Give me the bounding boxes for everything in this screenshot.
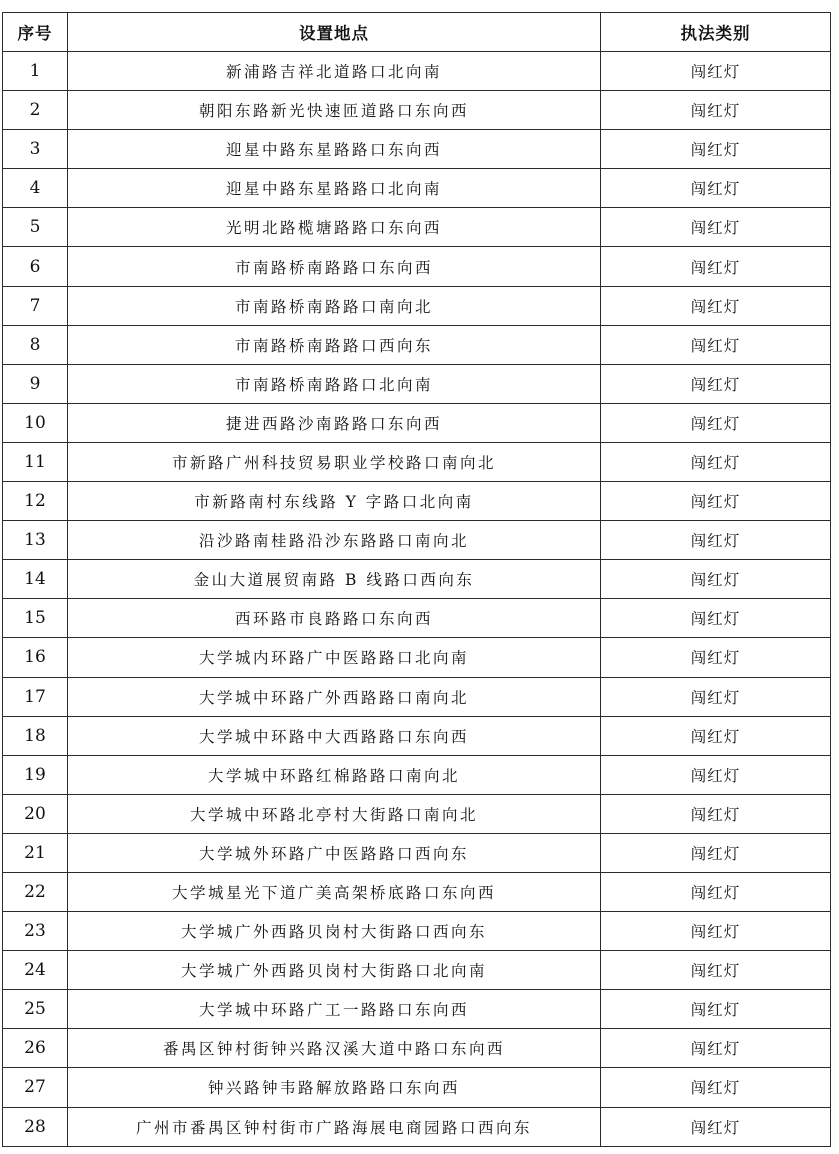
- row-location: 市南路桥南路路口北向南: [68, 364, 601, 403]
- row-location: 大学城中环路北亭村大街路口南向北: [68, 794, 601, 833]
- row-index: 3: [3, 130, 68, 169]
- row-category: 闯红灯: [601, 247, 831, 286]
- table-row: [3, 403, 831, 442]
- table-row: [3, 638, 831, 677]
- table-row: [3, 364, 831, 403]
- row-index: 12: [3, 482, 68, 521]
- row-category: 闯红灯: [601, 364, 831, 403]
- row-index: 9: [3, 364, 68, 403]
- row-index: 22: [3, 872, 68, 911]
- row-index: 2: [3, 91, 68, 130]
- row-category: 闯红灯: [601, 208, 831, 247]
- row-location: 迎星中路东星路路口北向南: [68, 169, 601, 208]
- row-location: 大学城中环路红棉路路口南向北: [68, 755, 601, 794]
- row-category: 闯红灯: [601, 599, 831, 638]
- table-row: [3, 872, 831, 911]
- table-row: [3, 442, 831, 481]
- row-index: 25: [3, 990, 68, 1029]
- row-index: 10: [3, 403, 68, 442]
- row-location: 金山大道展贸南路 B 线路口西向东: [68, 560, 601, 599]
- table-row: [3, 990, 831, 1029]
- table-row: [3, 755, 831, 794]
- row-location: 市新路南村东线路 Y 字路口北向南: [68, 482, 601, 521]
- table-header-row: [3, 13, 831, 52]
- header-category: 执法类别: [601, 13, 831, 52]
- table-row: [3, 130, 831, 169]
- row-category: 闯红灯: [601, 482, 831, 521]
- row-location: 钟兴路钟韦路解放路路口东向西: [68, 1068, 601, 1107]
- row-category: 闯红灯: [601, 130, 831, 169]
- row-index: 23: [3, 912, 68, 951]
- row-index: 27: [3, 1068, 68, 1107]
- row-category: 闯红灯: [601, 794, 831, 833]
- row-location: 市南路桥南路路口西向东: [68, 325, 601, 364]
- row-location: 朝阳东路新光快速匝道路口东向西: [68, 91, 601, 130]
- row-index: 6: [3, 247, 68, 286]
- row-index: 14: [3, 560, 68, 599]
- row-index: 21: [3, 833, 68, 872]
- row-category: 闯红灯: [601, 833, 831, 872]
- row-index: 5: [3, 208, 68, 247]
- table-row: [3, 325, 831, 364]
- row-index: 1: [3, 52, 68, 91]
- row-index: 11: [3, 442, 68, 481]
- table-row: [3, 169, 831, 208]
- row-category: 闯红灯: [601, 951, 831, 990]
- row-index: 13: [3, 521, 68, 560]
- row-index: 28: [3, 1107, 68, 1146]
- row-location: 大学城中环路中大西路路口东向西: [68, 716, 601, 755]
- table-row: [3, 716, 831, 755]
- table-row: [3, 247, 831, 286]
- row-location: 沿沙路南桂路沿沙东路路口南向北: [68, 521, 601, 560]
- table-row: [3, 677, 831, 716]
- row-location: 捷进西路沙南路路口东向西: [68, 403, 601, 442]
- table-row: [3, 560, 831, 599]
- row-location: 迎星中路东星路路口东向西: [68, 130, 601, 169]
- row-location: 大学城广外西路贝岗村大街路口北向南: [68, 951, 601, 990]
- table-row: [3, 482, 831, 521]
- row-category: 闯红灯: [601, 990, 831, 1029]
- row-location: 大学城外环路广中医路路口西向东: [68, 833, 601, 872]
- row-category: 闯红灯: [601, 716, 831, 755]
- row-category: 闯红灯: [601, 638, 831, 677]
- row-category: 闯红灯: [601, 286, 831, 325]
- row-category: 闯红灯: [601, 677, 831, 716]
- row-location: 西环路市良路路口东向西: [68, 599, 601, 638]
- row-index: 16: [3, 638, 68, 677]
- row-category: 闯红灯: [601, 1029, 831, 1068]
- row-index: 17: [3, 677, 68, 716]
- table-row: [3, 1107, 831, 1146]
- row-index: 7: [3, 286, 68, 325]
- row-index: 19: [3, 755, 68, 794]
- row-location: 新浦路吉祥北道路口北向南: [68, 52, 601, 91]
- row-location: 大学城广外西路贝岗村大街路口西向东: [68, 912, 601, 951]
- row-category: 闯红灯: [601, 169, 831, 208]
- row-category: 闯红灯: [601, 442, 831, 481]
- table-row: [3, 208, 831, 247]
- row-category: 闯红灯: [601, 755, 831, 794]
- row-category: 闯红灯: [601, 1068, 831, 1107]
- row-category: 闯红灯: [601, 325, 831, 364]
- header-location: 设置地点: [68, 13, 601, 52]
- enforcement-locations-table: [2, 12, 831, 1147]
- row-index: 4: [3, 169, 68, 208]
- row-location: 市新路广州科技贸易职业学校路口南向北: [68, 442, 601, 481]
- row-location: 大学城中环路广工一路路口东向西: [68, 990, 601, 1029]
- row-category: 闯红灯: [601, 872, 831, 911]
- header-index: 序号: [3, 13, 68, 52]
- row-location: 市南路桥南路路口东向西: [68, 247, 601, 286]
- table-row: [3, 1029, 831, 1068]
- row-category: 闯红灯: [601, 1107, 831, 1146]
- row-location: 光明北路榄塘路路口东向西: [68, 208, 601, 247]
- row-category: 闯红灯: [601, 52, 831, 91]
- row-location: 大学城星光下道广美高架桥底路口东向西: [68, 872, 601, 911]
- table-row: [3, 794, 831, 833]
- row-index: 18: [3, 716, 68, 755]
- row-category: 闯红灯: [601, 403, 831, 442]
- row-index: 20: [3, 794, 68, 833]
- row-location: 番禺区钟村街钟兴路汉溪大道中路口东向西: [68, 1029, 601, 1068]
- row-index: 26: [3, 1029, 68, 1068]
- row-location: 市南路桥南路路口南向北: [68, 286, 601, 325]
- row-location: 大学城内环路广中医路路口北向南: [68, 638, 601, 677]
- table-body: [3, 52, 831, 1147]
- row-index: 15: [3, 599, 68, 638]
- row-category: 闯红灯: [601, 912, 831, 951]
- row-location: 大学城中环路广外西路路口南向北: [68, 677, 601, 716]
- table-row: [3, 951, 831, 990]
- row-category: 闯红灯: [601, 91, 831, 130]
- row-location: 广州市番禺区钟村街市广路海展电商园路口西向东: [68, 1107, 601, 1146]
- row-index: 8: [3, 325, 68, 364]
- table-row: [3, 286, 831, 325]
- row-category: 闯红灯: [601, 560, 831, 599]
- row-category: 闯红灯: [601, 521, 831, 560]
- table-row: [3, 521, 831, 560]
- table-row: [3, 1068, 831, 1107]
- table-row: [3, 599, 831, 638]
- table-row: [3, 91, 831, 130]
- table-row: [3, 912, 831, 951]
- table-row: [3, 52, 831, 91]
- table-row: [3, 833, 831, 872]
- row-index: 24: [3, 951, 68, 990]
